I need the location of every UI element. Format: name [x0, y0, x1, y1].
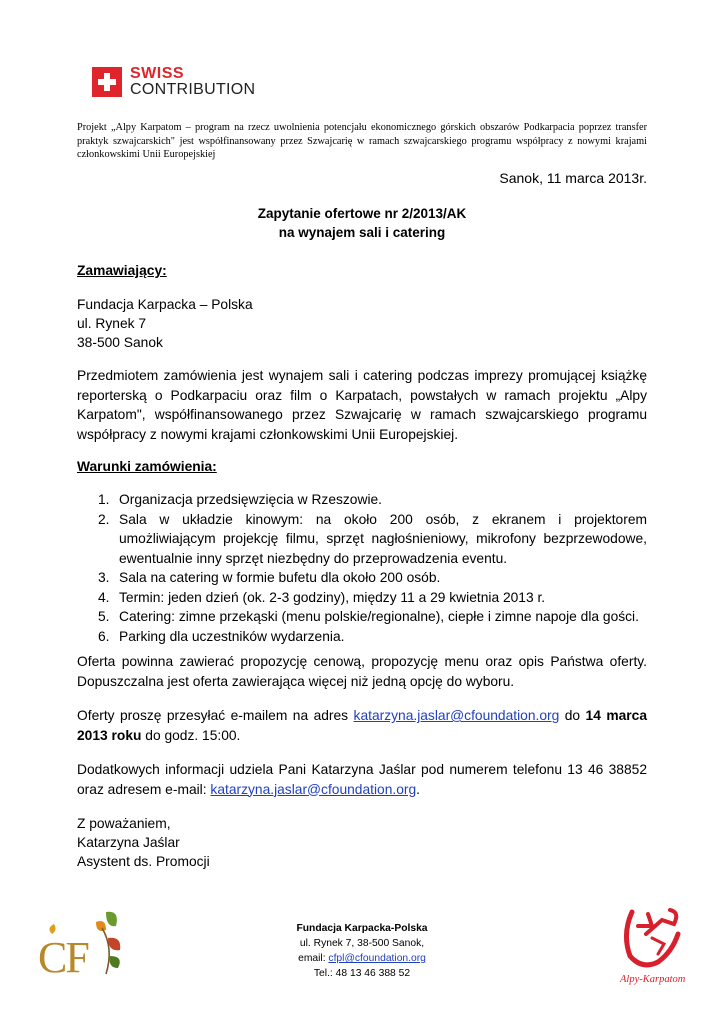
- list-item: 1. Organizacja przedsięwzięcia w Rzeszowie.: [98, 492, 383, 507]
- orderer-street: ul. Rynek 7: [77, 316, 147, 331]
- orderer-city: 38-500 Sanok: [77, 335, 163, 350]
- logo-text-contribution: CONTRIBUTION: [130, 81, 256, 98]
- footer-email-link[interactable]: cfpl@cfoundation.org: [328, 953, 426, 964]
- email-link[interactable]: katarzyna.jaslar@cfoundation.org: [353, 708, 560, 723]
- list-item: 4. Termin: jeden dzień (ok. 2-3 godziny), między 11 a 29 kwietnia 2013 r.: [98, 589, 546, 605]
- footer-phone: Tel.: 48 13 46 388 52: [313, 968, 411, 979]
- conditions-heading: Warunki zamówienia:: [77, 459, 217, 474]
- alpy-karpatom-logo: [618, 904, 690, 994]
- document-date: Sanok, 11 marca 2013r.: [499, 170, 647, 186]
- project-description: Projekt „Alpy Karpatom – program na rzecz uwolnienia potencjału ekonomicznego górskich obszarów Podkarpacia poprzez transfer praktyk szwajcarskich" jest współfinansowany przez Szwajcarię w ramach szwajcarskiego programu współpracy z nowymi krajami członkowskimi Unii Europejskiej: [77, 122, 647, 160]
- offer-note: Oferta powinna zawierać propozycję cenową, propozycję menu oraz opis Państwa oferty. Dopuszczalna jest oferta zawierająca więcej niż jedną opcję do wyboru.: [77, 654, 647, 689]
- swiss-cross-icon: [92, 67, 122, 97]
- list-item: 5. Catering: zimne przekąski (menu polskie/regionalne), ciepłe i zimne napoje dla gości.: [98, 609, 639, 624]
- document-subtitle: na wynajem sali i catering: [278, 225, 446, 240]
- subject-paragraph: Przedmiotem zamówienia jest wynajem sali i catering podczas imprezy promującej książkę reporterską o Podkarpaciu oraz film o Karpatach, powstałych w ramach projektu „Alpy Karpatom", współfinansowanego przez Szwajcarię w ramach szwajcarskiego programu współpracy z nowymi krajami członkowskimi Unii Europejskiej.: [77, 368, 647, 442]
- conditions-list: [77, 490, 647, 646]
- orderer-name: Fundacja Karpacka – Polska: [77, 297, 253, 312]
- signature-role: Asystent ds. Promocji: [77, 854, 210, 869]
- list-item: 2. Sala w układzie kinowym: na około 200 osób, z ekranem i projektorem umożliwiającym projekcję filmu, sprzęt nagłośnieniowy, mikrofony bezprzewodowe, ewentualnie inny sprzęt niezbędny do przeprowadzenia eventu.: [98, 511, 647, 566]
- info-paragraph: Dodatkowych informacji udziela Pani Katarzyna Jaślar pod numerem telefonu 13 46 38852 oraz adresem e-mail: katarzyna.jaslar@cfoundation.org.: [77, 762, 647, 797]
- footer-org: Fundacja Karpacka-Polska: [296, 923, 428, 934]
- list-item: 6. Parking dla uczestników wydarzenia.: [98, 628, 345, 644]
- document-title: Zapytanie ofertowe nr 2/2013/AK: [257, 206, 467, 221]
- footer-address: ul. Rynek 7, 38-500 Sanok,: [299, 938, 425, 949]
- logo-text-swiss: SWISS: [130, 65, 185, 82]
- signature-name: Katarzyna Jaślar: [77, 835, 180, 850]
- footer-email: email: cfpl@cfoundation.org: [298, 953, 426, 964]
- swiss-contribution-logo: [92, 64, 256, 104]
- deadline: 14 marca 2013 roku: [77, 708, 647, 743]
- alpy-karpatom-text: Alpy-Karpatom: [620, 974, 686, 985]
- signature-greeting: Z poważaniem,: [77, 816, 171, 831]
- cf-logo-text: CF: [38, 933, 88, 982]
- cf-logo: [36, 908, 126, 988]
- orderer-heading: Zamawiający:: [77, 263, 167, 278]
- list-item: 3. Sala na catering w formie bufetu dla około 200 osób.: [98, 570, 441, 585]
- email-link[interactable]: katarzyna.jaslar@cfoundation.org: [210, 781, 417, 797]
- send-paragraph: Oferty proszę przesyłać e-mailem na adres katarzyna.jaslar@cfoundation.org do 14 marca 2013 roku do godz. 15:00.: [77, 708, 647, 743]
